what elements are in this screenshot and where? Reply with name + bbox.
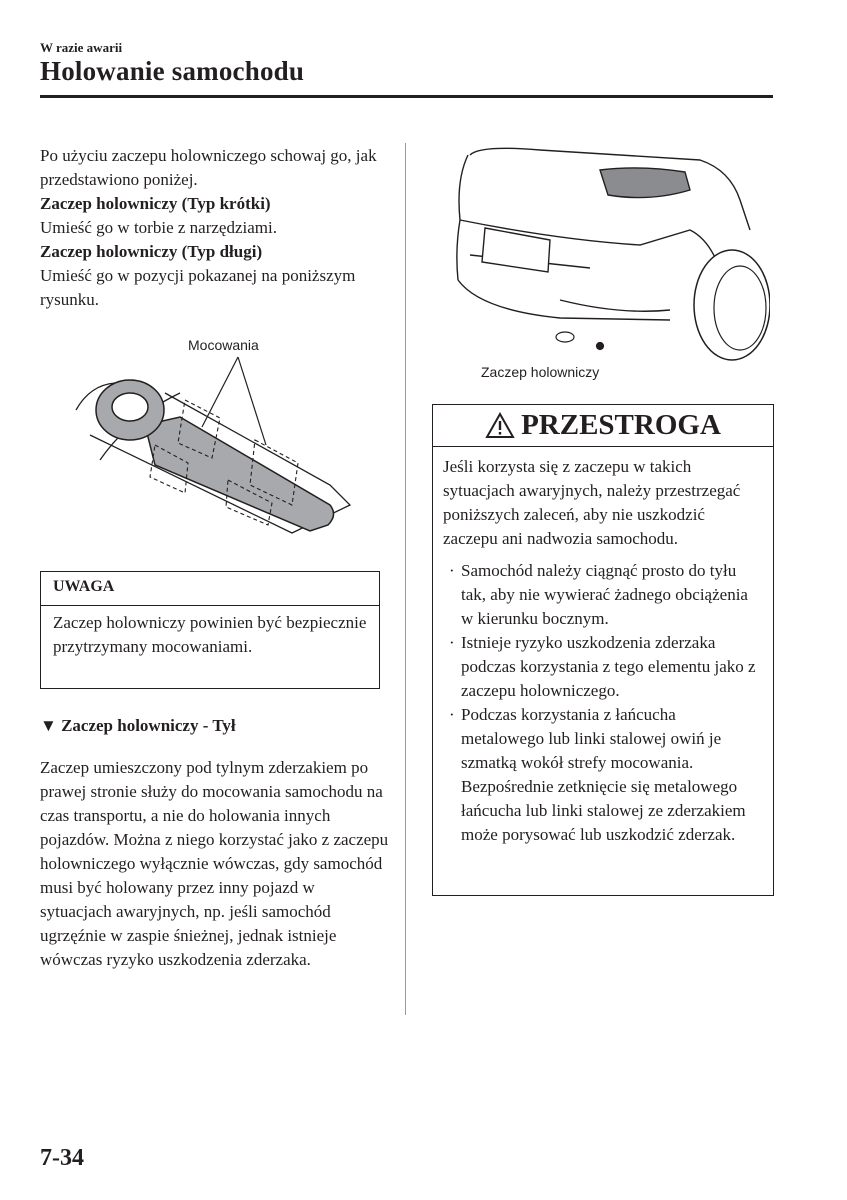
caution-item: · Samochód należy ciągnąć prosto do tyłu tak, aby nie wywierać żadnego obciążenia w kierunku bocznym. bbox=[443, 559, 763, 631]
rear-hook-text: Zaczep umieszczony pod tylnym zderzakiem po prawej stronie służy do mocowania samochodu na czas transportu, a nie do holowania innych pojazdów. Można z niego korzystać jako z zaczepu holowniczego wyłącznie wówczas, gdy samochód musi być holowany przez inny pojazd w sytuacjach awaryjnych, np. jeśli samochód ugrzęźnie w zaspie śnieżnej, jednak istnieje wówczas ryzyko uszkodzenia zderzaka. bbox=[40, 758, 389, 969]
long-type-heading: Zaczep holowniczy (Typ długi) bbox=[40, 242, 263, 261]
caution-intro: Jeśli korzysta się z zaczepu w takich sytuacjach awaryjnych, należy przestrzegać poniższych zaleceń, aby nie uszkodzić zaczepu ani nadwozia samochodu. bbox=[443, 457, 741, 548]
caution-list bbox=[443, 559, 763, 847]
car-rear-figure bbox=[440, 140, 770, 365]
intro-text: Po użyciu zaczepu holowniczego schowaj go, jak przedstawiono poniżej. bbox=[40, 146, 377, 189]
warning-triangle-icon bbox=[485, 412, 515, 439]
tow-hook-label: Zaczep holowniczy bbox=[481, 364, 600, 380]
mounts-label: Mocowania bbox=[188, 337, 259, 353]
caution-box bbox=[432, 404, 774, 896]
intro-block bbox=[40, 144, 390, 312]
short-type-text: Umieść go w torbie z narzędziami. bbox=[40, 218, 277, 237]
caution-body bbox=[433, 447, 773, 847]
caution-item: · Istnieje ryzyko uszkodzenia zderzaka podczas korzystania z tego elementu jako z zaczepu holowniczego. bbox=[443, 631, 763, 703]
page-number: 7-34 bbox=[40, 1145, 84, 1171]
tow-hook-figure bbox=[60, 355, 360, 555]
short-type-heading: Zaczep holowniczy (Typ krótki) bbox=[40, 194, 271, 213]
section-label: W razie awarii bbox=[40, 40, 123, 55]
page-title: Holowanie samochodu bbox=[40, 56, 305, 86]
caution-title: PRZESTROGA bbox=[521, 409, 721, 441]
note-box bbox=[40, 571, 380, 689]
caution-item: · Podczas korzystania z łańcucha metalowego lub linki stalowej owiń je szmatką wokół strefy mocowania. Bezpośrednie zetknięcie się metalowego łańcucha lub linki stalowej ze zderzakiem może porysować lub uszkodzić zderzak. bbox=[443, 703, 763, 847]
rear-hook-heading: ▼ Zaczep holowniczy - Tył bbox=[40, 716, 236, 735]
long-type-text: Umieść go w pozycji pokazanej na poniższym rysunku. bbox=[40, 266, 356, 309]
note-text: Zaczep holowniczy powinien być bezpiecznie przytrzymany mocowaniami. bbox=[53, 613, 367, 656]
exhaust-and-hook bbox=[556, 332, 604, 350]
title-rule bbox=[40, 95, 773, 98]
rear-wheel bbox=[694, 250, 770, 360]
note-heading: UWAGA bbox=[41, 572, 379, 606]
caution-header bbox=[433, 405, 773, 447]
column-divider bbox=[405, 143, 406, 1015]
